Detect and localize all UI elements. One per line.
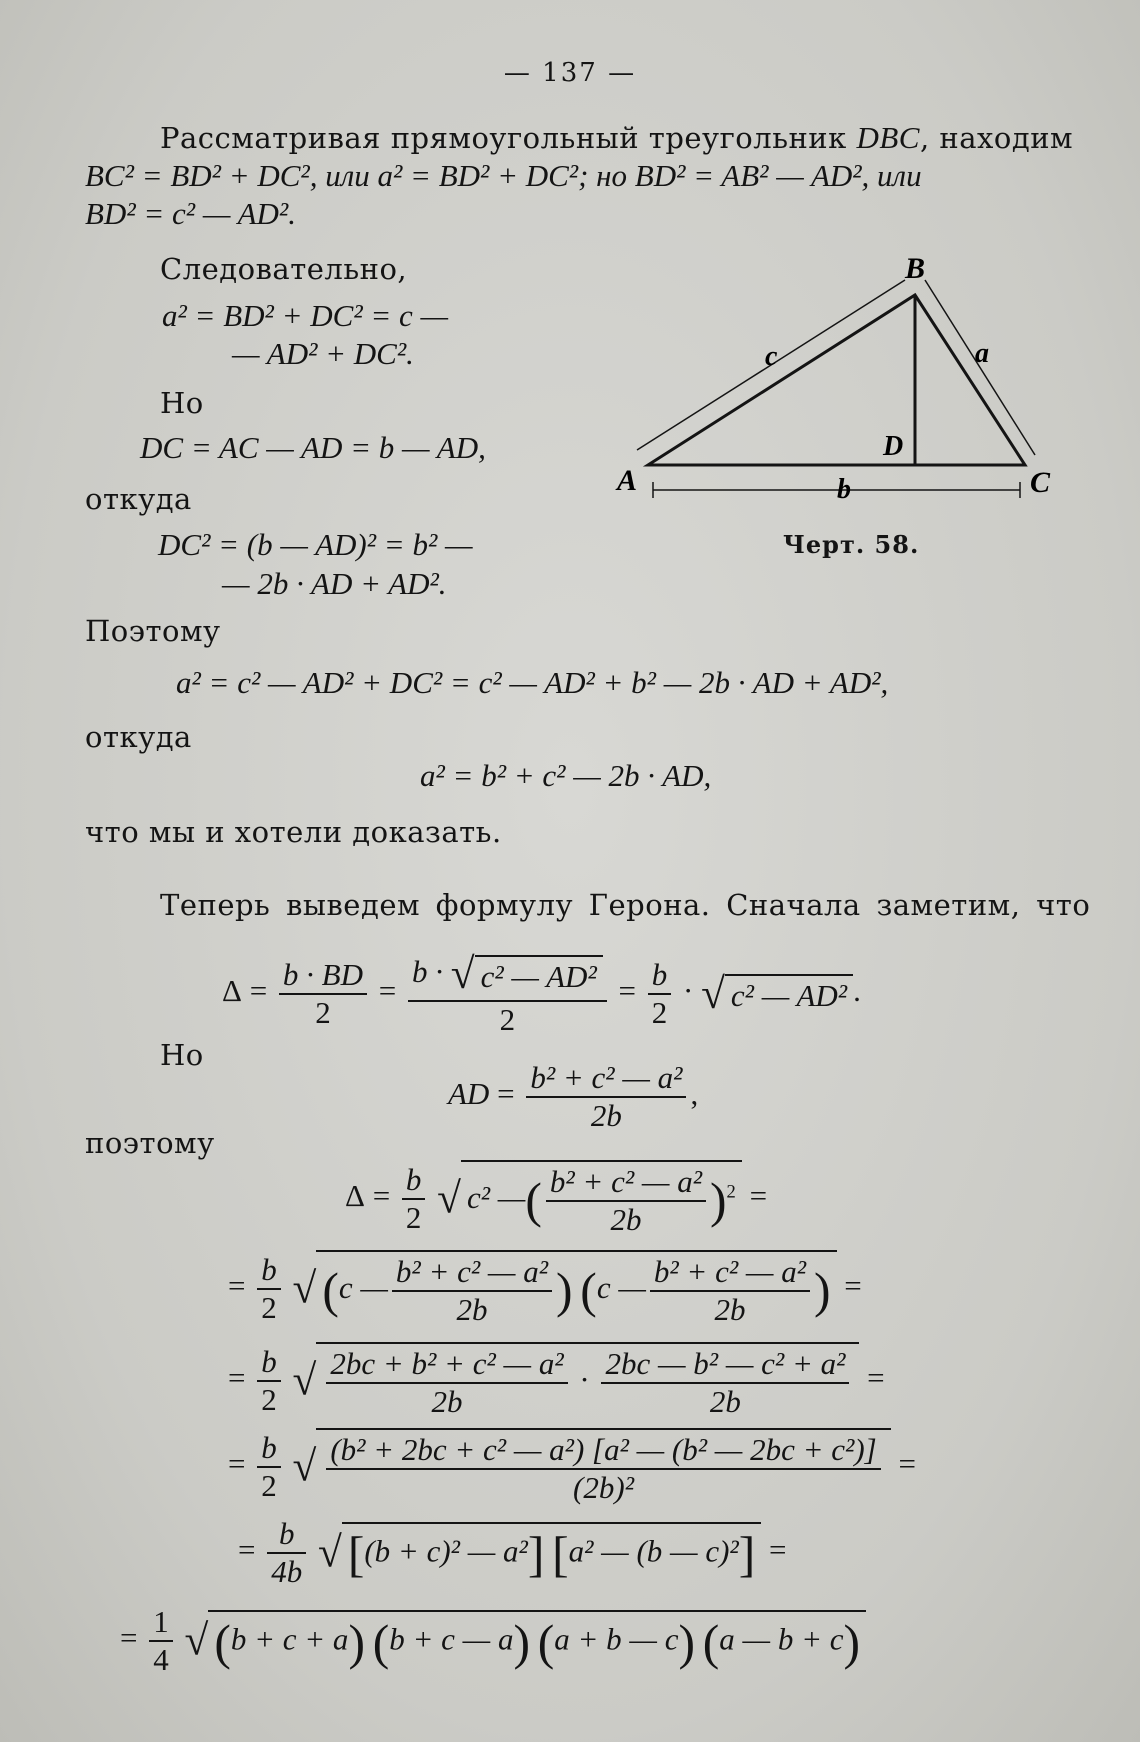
no-label-2: Но [160,1038,204,1072]
c-minus: c — [596,1269,646,1305]
frac-den: 4b [271,1553,303,1589]
radicand: c² —( $\frac{\text{b² + c² — a²}}{2b}$ )$^2$ [461,1160,742,1237]
radicand: (b + c + a) (b + c — a) (a + b — c) (a — b + c) [208,1610,866,1671]
frac-den: 2 [261,1381,277,1417]
label-D: D [883,431,904,462]
otkuda-label-1: откуда [85,482,192,516]
eq-ad: AD = $\frac{\text{b² + c² — a²}}{2b}$ , [448,1060,699,1133]
label-A: A [617,464,638,497]
eq-dc: DC = AC — AD = b — AD, [140,430,486,465]
frac-inner [650,1254,810,1327]
frac-b-2 [402,1162,426,1235]
para1-end: , находим [919,121,1074,155]
bracket-2: a² — (b — c)² [568,1533,739,1569]
frac-num: b [257,1344,281,1382]
eq-sign: = [497,1075,515,1111]
frac-inner [326,1346,567,1419]
eq-dc2-line2: — 2b · AD + AD². [222,566,447,601]
factor-3: a + b — c [554,1621,679,1657]
eq-sign: = [768,1531,787,1567]
frac-num: b² + c² — a² [526,1060,686,1098]
triangle-dbc [648,295,1025,465]
frac-num: b [257,1430,281,1468]
c2-minus: c² — [467,1179,526,1215]
radicand: c² — AD² [725,974,853,1014]
frac-num: b [267,1516,306,1554]
frac-inner [392,1254,552,1327]
frac-1-4 [149,1604,173,1677]
label-a: a [975,338,989,369]
eq-a2-line2: — AD² + DC². [232,336,414,371]
para1-line3: BD² = c² — AD². [85,196,296,231]
frac-num: (b² + 2bc + c² — a²) [a² — (b² — 2bc + c²)] [326,1432,880,1470]
frac-b-2 [257,1430,281,1503]
eq-chain-1: Δ = $\frac{b}{2}$ √ c² —( $\frac{\text{b² + c² — a²}}{2b}$ )$^2$ = [345,1162,768,1237]
para1-triangle-name: DBC [856,120,920,155]
page-number: — 137 — [503,58,637,88]
eq-sign: = [372,1177,391,1213]
eq-sign: = [844,1267,862,1303]
factor-2: b + c — a [389,1621,514,1657]
frac-num: b [257,1252,281,1290]
c-minus: c — [338,1269,388,1305]
frac-den: 2 [405,1199,422,1235]
para1-line2: BC² = BD² + DC², или a² = BD² + DC²; но BD² = AB² — AD², или [85,158,922,193]
eq-sign: = [228,1267,246,1303]
delta-symbol: Δ [222,972,242,1008]
frac-num: b · √ c² — AD² [408,950,607,1002]
frac-num: b [402,1162,426,1200]
eq-result: a² = b² + c² — 2b · AD, [420,758,712,793]
frac-num: b² + c² — a² [650,1254,810,1292]
eq-chain-5: = $\frac{b}{4b}$ √ [(b + c)² — a²] [a² — (b — c)²] = [238,1516,787,1589]
factor-4: a — b + c [719,1621,844,1657]
radicand: c² — AD² [475,955,603,995]
frac-den: 2b [709,1383,741,1419]
eq-sign: = [378,972,397,1008]
heron-intro: Теперь выведем формулу Герона. Сначала заметим, что [160,888,1091,922]
poetomu-label-2: поэтому [85,1126,215,1160]
frac-b-2 [648,957,672,1030]
eq-area-1: Δ = $\frac{b \cdot BD}{2}$ = $\frac{\text{b · √ c² — AD²}}{2}$ = $\frac{b}{2}$ · √ c² — AD² . [222,950,861,1037]
eq-sign: = [228,1359,246,1395]
b-dot: b · [411,954,443,990]
frac-inner [326,1432,880,1505]
frac-num: b² + c² — a² [546,1164,706,1202]
figure-caption: Черт. 58. [783,530,920,559]
eq-chain-2: = $\frac{b}{2}$ √ (c — $\frac{\text{b² + c² — a²}}{2b}$ ) (c — $\frac{\text{b² + c² — a²}}{2b}$ ) = [228,1252,862,1327]
eq-dc2-line1: DC² = (b — AD)² = b² — [158,527,473,562]
eq-sign: = [238,1531,256,1567]
dot: · [579,1361,590,1397]
frac-den: 2b [714,1291,746,1327]
frac-den: 4 [153,1641,169,1677]
frac-den: 2 [261,1467,277,1503]
frac-b-2 [257,1344,281,1417]
frac-b-bd [279,957,367,1030]
radicand: [(b + c)² — a²] [a² — (b — c)²] [342,1522,761,1583]
radicand [316,1428,890,1505]
poetomu-label-1: Поэтому [85,614,221,648]
frac-den: 2b [431,1383,463,1419]
frac-inner [546,1164,706,1237]
bracket-1: (b + c)² — a² [364,1533,528,1569]
para1-text: Рассматривая прямоугольный треугольник [160,121,847,155]
para1-line1 [160,120,1073,156]
frac-num: 1 [149,1604,173,1642]
frac-den: 2b [610,1201,642,1237]
eq-sign: = [867,1359,885,1395]
eq-a2-line1: a² = BD² + DC² = c — [162,298,449,333]
frac-den: 2 [651,994,668,1030]
eq-sign: = [120,1619,138,1655]
factor-1: b + c + a [230,1621,349,1657]
triangle-figure [615,250,1075,520]
delta-symbol: Δ [345,1177,365,1213]
frac-den: 2b [590,1097,622,1133]
radicand: (c — $\frac{\text{b² + c² — a²}}{2b}$ ) (c — $\frac{\text{b² + c² — a²}}{2b}$ ) [316,1250,836,1327]
frac-inner [601,1346,849,1419]
frac-num: 2bc — b² — c² + a² [601,1346,849,1384]
consequently-label: Следовательно, [160,252,408,286]
frac-num: b [648,957,672,995]
label-B: B [905,252,926,285]
frac-num: 2bc + b² + c² — a² [326,1346,567,1384]
eq-chain-6-heron: = $\frac{1}{4}$ √ (b + c + a) (b + c — a) (a + b — c) (a — b + c) [120,1604,866,1677]
eq-sign: = [898,1445,916,1481]
label-b: b [837,474,851,505]
frac-b-4b [267,1516,306,1589]
frac-den: 2 [261,1289,277,1325]
no-label-1: Но [160,386,204,420]
otkuda-label-2: откуда [85,720,192,754]
eq-sign: = [228,1445,246,1481]
frac-b-2 [257,1252,281,1325]
proved-line: что мы и хотели доказать. [85,815,502,849]
eq-chain-3: = $\frac{b}{2}$ √ $\frac{\text{2bc + b² + c² — a²}}{2b}$ · $\frac{\text{2bc — b² — c² + a²}}{2b}$ = [228,1344,885,1419]
eq-long: a² = c² — AD² + DC² = c² — AD² + b² — 2b · AD + AD², [176,665,889,700]
frac-ad [526,1060,686,1133]
frac-den: (2b)² [573,1469,634,1505]
frac-den: 2 [315,994,331,1030]
frac-den: 2 [499,1001,516,1037]
eq-sign: = [749,1177,768,1213]
ad-symbol: AD [448,1075,490,1111]
label-c: c [765,341,778,372]
eq-chain-4: = $\frac{b}{2}$ √ $\frac{\text{(b² + 2bc + c² — a²) [a² — (b² — 2bc + c²)]}}{\text{(2b)²}}$ = [228,1430,916,1505]
frac-num: b · BD [279,957,367,995]
frac-num: b² + c² — a² [392,1254,552,1292]
eq-sign: = [249,972,268,1008]
label-C: C [1030,466,1051,499]
dot: · [682,972,694,1008]
frac-b-sqrt [408,950,607,1038]
radicand [316,1342,859,1419]
eq-sign: = [618,972,636,1008]
frac-den: 2b [456,1291,488,1327]
